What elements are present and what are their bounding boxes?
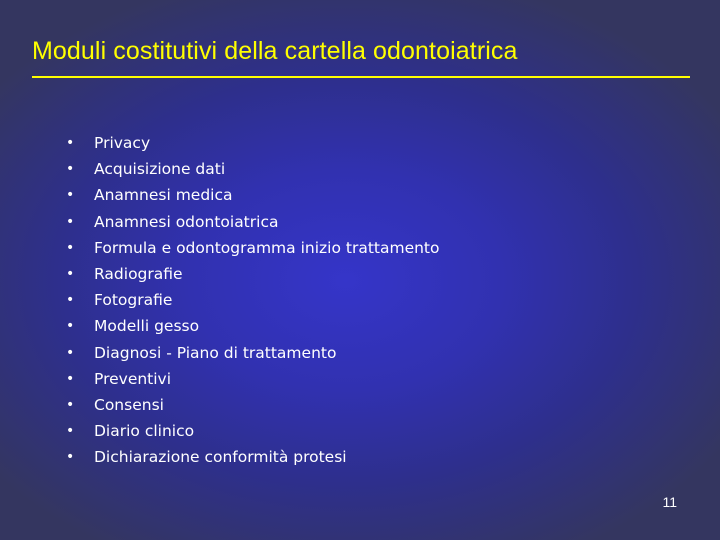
bullet-icon: •	[66, 370, 75, 387]
bullet-icon: •	[66, 292, 75, 309]
bullet-icon: •	[66, 265, 75, 282]
bullet-icon: •	[66, 344, 75, 361]
list-item-text: Modelli gesso	[94, 317, 200, 336]
list-item-text: Diagnosi - Piano di trattamento	[94, 343, 337, 362]
list-item-text: Anamnesi odontoiatrica	[94, 212, 279, 231]
list-item-text: Dichiarazione conformità protesi	[94, 448, 347, 467]
page-number: 11	[662, 494, 677, 510]
bullet-icon: •	[66, 187, 75, 204]
slide-title: Moduli costitutivi della cartella odontoiatrica	[32, 37, 518, 65]
bullet-icon: •	[66, 135, 75, 151]
bullet-icon: •	[66, 423, 75, 440]
list-item-text: Radiografie	[94, 264, 183, 283]
list-item-text: Privacy	[94, 134, 151, 152]
list-item-text: Acquisizione dati	[94, 160, 226, 179]
bullet-icon: •	[66, 318, 75, 335]
bullet-icon: •	[66, 213, 75, 230]
list-item-text: Fotografie	[94, 291, 173, 310]
bullet-icon: •	[66, 449, 75, 466]
list-item-text: Diario clinico	[94, 422, 195, 441]
list-item-text: Anamnesi medica	[94, 186, 233, 205]
bullet-icon: •	[66, 239, 75, 256]
list-item-text: Consensi	[94, 395, 164, 414]
bullet-icon: •	[66, 161, 75, 178]
list-item-text: Formula e odontogramma inizio trattamento	[94, 238, 440, 257]
title-underline	[32, 76, 690, 78]
list-item-text: Preventivi	[94, 369, 172, 388]
bullet-icon: •	[66, 396, 75, 413]
